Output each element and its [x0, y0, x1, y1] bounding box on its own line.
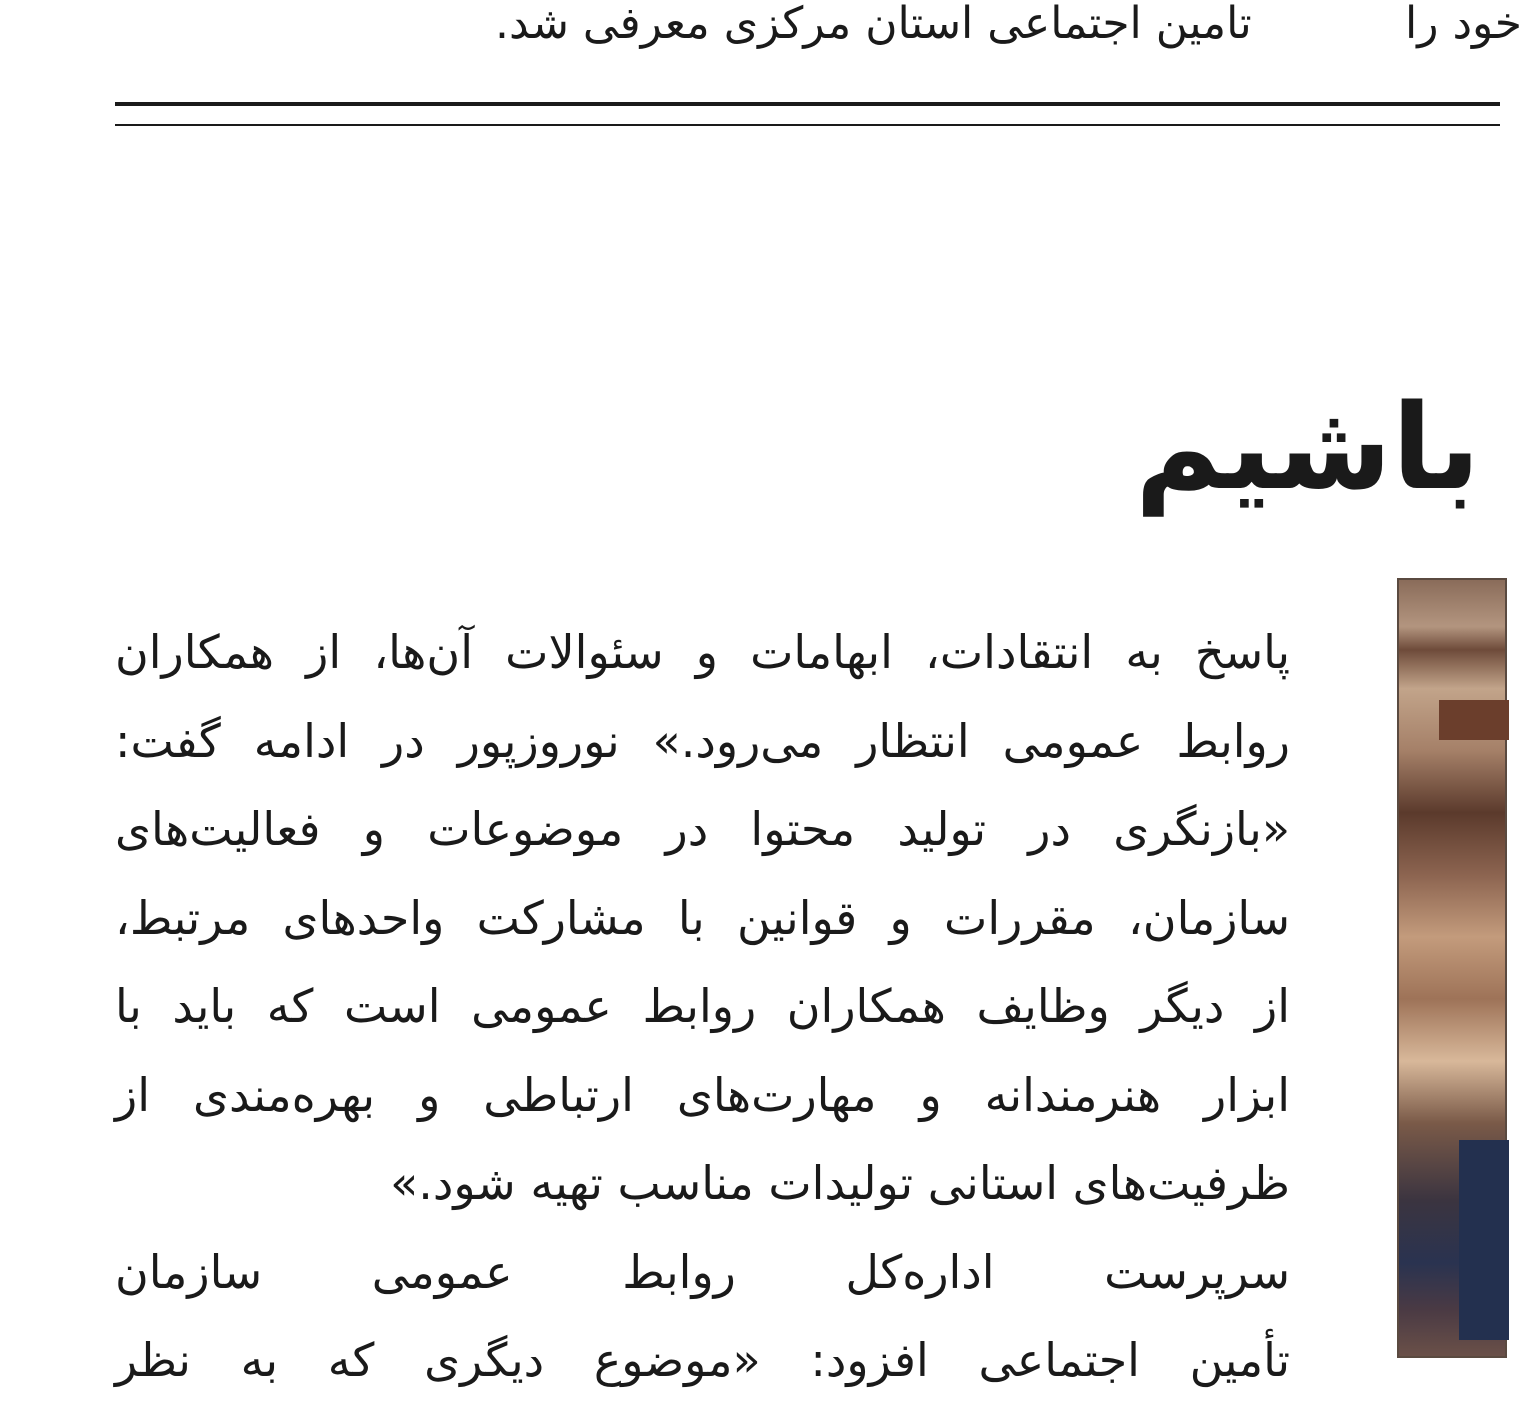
article-line: سرپرست اداره‌کل روابط عمومی سازمان [115, 1244, 1290, 1299]
divider-thick [115, 102, 1500, 106]
photo-detail [1439, 700, 1509, 740]
top-text-fragment-left: تامین اجتماعی استان مرکزی معرفی شد. [495, 0, 1252, 49]
top-text-fragment-right: خود را [1405, 0, 1522, 49]
article-line: روابط عمومی انتظار می‌رود.» نوروزپور در ادامه گفت: [115, 713, 1290, 768]
article-line: از دیگر وظایف همکاران روابط عمومی است که باید با [115, 979, 1290, 1033]
headline: باشیم [1135, 378, 1481, 516]
divider-thin [115, 124, 1500, 126]
article-line: سازمان، مقررات و قوانین با مشارکت واحدهای مرتبط، [115, 890, 1290, 945]
article-line: «بازنگری در تولید محتوا در موضوعات و فعالیت‌های [115, 802, 1290, 856]
article-line: پاسخ به انتقادات، ابهامات و سئوالات آن‌ها، از همکاران [115, 625, 1290, 679]
photo-image [1397, 578, 1507, 1358]
article-body [115, 608, 1290, 1405]
article-line: ابزار هنرمندانه و مهارت‌های ارتباطی و بهره‌مندی از [115, 1067, 1290, 1122]
article-line: تأمین اجتماعی افزود: «موضوع دیگری که به نظر [115, 1333, 1290, 1387]
article-line: ظرفیت‌های استانی تولیدات مناسب تهیه شود.» [390, 1156, 1290, 1210]
photo-detail [1459, 1140, 1509, 1340]
